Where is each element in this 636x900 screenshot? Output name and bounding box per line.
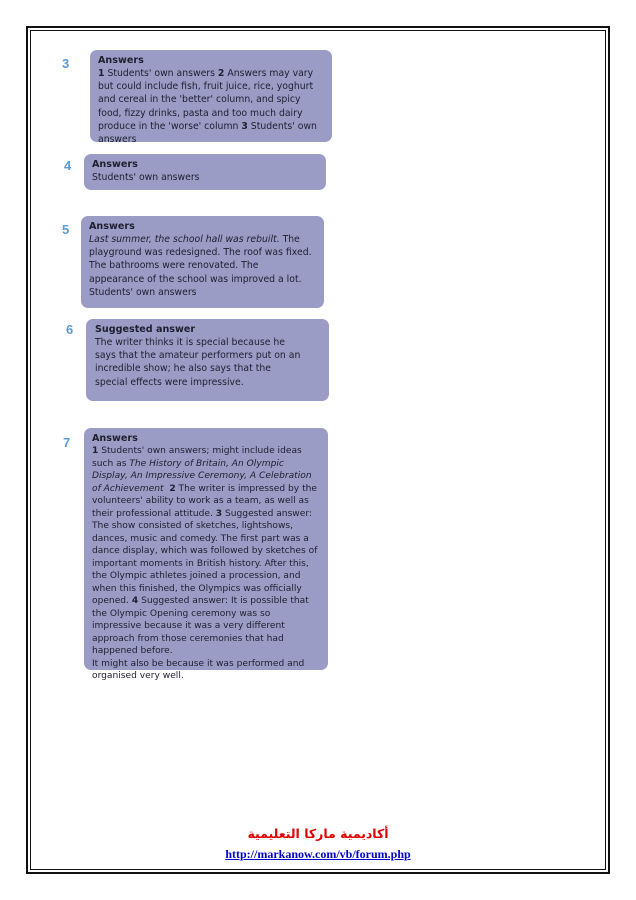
section-7-number: 7: [63, 435, 71, 450]
section-5-italic-sentence: Last summer, the school hall was rebuilt.: [89, 234, 280, 245]
section-7-part-4-number: 4: [131, 596, 139, 606]
section-5-text-2: Students' own answers: [89, 286, 197, 298]
section-3-part-1-text: Students' own answers: [104, 68, 218, 79]
section-7-heading: Answers: [92, 433, 138, 444]
section-6-number: 6: [66, 322, 74, 337]
section-7-part-2-text: The writer is impressed by the volunteers' ability to work as a team, as well as their professional attitude.: [92, 483, 317, 519]
section-7-part-2-number: 2: [169, 483, 176, 494]
section-3-body: [98, 67, 324, 146]
section-3-part-1-number: 1: [98, 68, 105, 79]
section-3-answer-box: [90, 50, 332, 146]
section-7-answer-box: [84, 428, 328, 681]
section-3-part-3-text: Students' own answers: [98, 120, 317, 146]
section-6-heading: Suggested answer: [95, 324, 196, 335]
section-4-heading: Answers: [92, 159, 138, 170]
section-3-number: 3: [62, 56, 70, 71]
section-7-part-1-number: 1: [92, 446, 99, 456]
section-7-part-3-text: Suggested answer: The show consisted of sketches, lightshows, dances, music and comedy. The first part was a dance display, which was followed by sketches of important moments in British history. After this, the Olympic athletes joined a procession, and when this finished, the Olympics was officially opened.: [92, 508, 318, 606]
section-5-answer-box: [81, 216, 324, 308]
section-3-heading: Answers: [98, 55, 144, 66]
section-4-body: Students' own answers: [92, 172, 200, 183]
section-5-number: 5: [62, 222, 70, 237]
section-4-number: 4: [64, 158, 72, 173]
footer-forum-link[interactable]: http://markanow.com/vb/forum.php: [225, 847, 411, 861]
footer-academy-name: أكاديمية ماركا التعليمية: [247, 826, 389, 841]
section-3-part-2-number: 2: [217, 68, 225, 79]
section-6-body: The writer thinks it is special because he says that the amateur performers put on an incredible show; he also says that the special effects were impressive.: [95, 337, 301, 388]
section-7-part-4-text-2: It might also be because it was performed and organised very well.: [92, 658, 305, 681]
section-5-text: The playground was redesigned. The roof was fixed. The bathrooms were renovated. The appearance of the school was improved a lot.: [89, 234, 312, 285]
section-7-body: [92, 445, 320, 658]
section-4-answer-box: [84, 154, 326, 190]
section-5-heading: Answers: [89, 221, 135, 232]
section-7-part-3-number: 3: [215, 508, 223, 519]
section-7-part-4-text: Suggested answer: It is possible that the Olympic Opening ceremony was so impressive because it was a very different approach from those ceremonies that had happened before.: [92, 596, 309, 656]
section-7-part-1-titles: The History of Britain, An Olympic Display, An Impressive Ceremony, A Celebration of Achievement: [92, 458, 312, 494]
section-6-answer-box: [86, 319, 329, 401]
section-5-body: [89, 233, 316, 286]
section-3-part-3-number: 3: [241, 120, 248, 132]
section-3-part-2-text: Answers may vary but could include fish, fruit juice, rice, yoghurt and cereal in the 'better' column, and spicy food, fizzy drinks, pasta and too much dairy produce in the 'worse' column: [98, 68, 314, 132]
section-7-part-1-text: Students' own answers; might include ideas such as: [92, 446, 302, 469]
